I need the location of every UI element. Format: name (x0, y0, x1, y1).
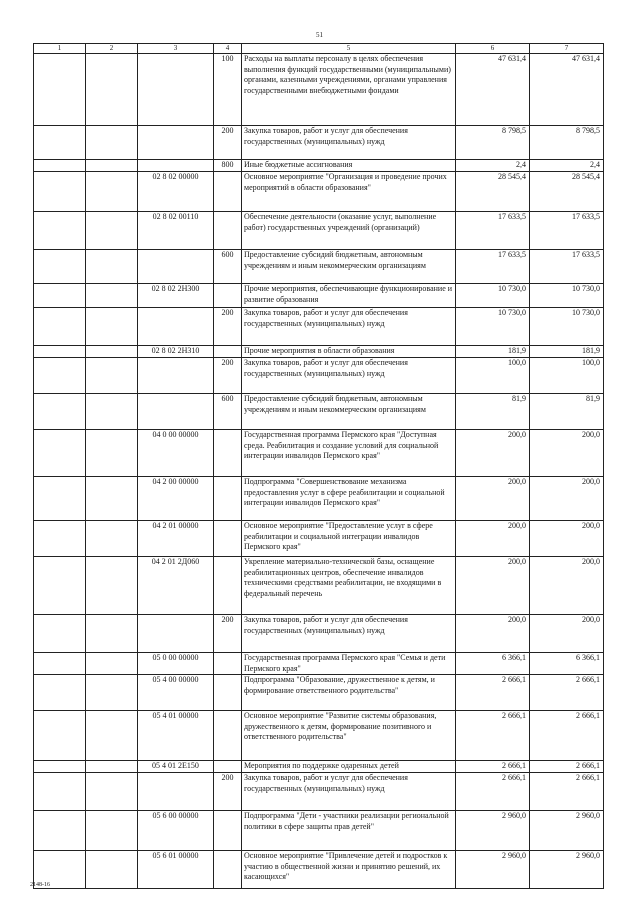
cell-col2 (86, 358, 138, 394)
item-name-cell: Иные бюджетные ассигнования (242, 160, 456, 172)
table-row (34, 394, 604, 430)
item-name-cell: Подпрограмма "Образование, дружественное к детям, и формирование ответственного родительства" (242, 675, 456, 711)
target-code-cell (138, 250, 214, 284)
cell-col2 (86, 250, 138, 284)
amount-col7-cell: 10 730,0 (530, 308, 604, 346)
amount-col7-cell: 17 633,5 (530, 212, 604, 250)
cell-col2 (86, 521, 138, 557)
expense-type-cell: 800 (214, 160, 242, 172)
expense-type-cell: 100 (214, 54, 242, 126)
amount-col6-cell: 200,0 (456, 521, 530, 557)
cell-col1 (34, 212, 86, 250)
table-row (34, 477, 604, 521)
column-number: 4 (214, 44, 242, 54)
cell-col1 (34, 346, 86, 358)
item-name-cell: Подпрограмма "Дети - участники реализации региональной политики в сфере защиты прав детей" (242, 811, 456, 851)
cell-col1 (34, 711, 86, 761)
table-row (34, 126, 604, 160)
cell-col1 (34, 653, 86, 675)
item-name-cell: Закупка товаров, работ и услуг для обеспечения государственных (муниципальных) нужд (242, 126, 456, 160)
cell-col2 (86, 675, 138, 711)
expense-type-cell: 600 (214, 394, 242, 430)
target-code-cell (138, 126, 214, 160)
item-name-cell: Предоставление субсидий бюджетным, автономным учреждениям и иным некоммерческим организациям (242, 394, 456, 430)
amount-col6-cell: 2 960,0 (456, 851, 530, 889)
item-name-cell: Расходы на выплаты персоналу в целях обеспечения выполнения функций государственными (муниципальными) органами, казенными учреждениями, органами управления государственными внебюджетными фондами (242, 54, 456, 126)
cell-col2 (86, 308, 138, 346)
cell-col2 (86, 172, 138, 212)
expense-type-cell (214, 761, 242, 773)
target-code-cell (138, 358, 214, 394)
cell-col2 (86, 711, 138, 761)
amount-col7-cell: 81,9 (530, 394, 604, 430)
amount-col6-cell: 200,0 (456, 477, 530, 521)
item-name-cell: Закупка товаров, работ и услуг для обеспечения государственных (муниципальных) нужд (242, 358, 456, 394)
amount-col6-cell: 181,9 (456, 346, 530, 358)
table-row (34, 284, 604, 308)
cell-col2 (86, 557, 138, 615)
amount-col6-cell: 17 633,5 (456, 250, 530, 284)
amount-col7-cell: 17 633,5 (530, 250, 604, 284)
amount-col6-cell: 2 666,1 (456, 761, 530, 773)
item-name-cell: Мероприятия по поддержке одаренных детей (242, 761, 456, 773)
column-number: 1 (34, 44, 86, 54)
cell-col2 (86, 54, 138, 126)
table-row (34, 54, 604, 126)
expense-type-cell: 200 (214, 615, 242, 653)
expense-type-cell: 200 (214, 773, 242, 811)
target-code-cell: 05 4 00 00000 (138, 675, 214, 711)
amount-col7-cell: 2 666,1 (530, 773, 604, 811)
expense-type-cell (214, 675, 242, 711)
cell-col2 (86, 284, 138, 308)
amount-col6-cell: 10 730,0 (456, 308, 530, 346)
cell-col1 (34, 160, 86, 172)
cell-col1 (34, 308, 86, 346)
table-row (34, 430, 604, 477)
cell-col2 (86, 477, 138, 521)
amount-col6-cell: 6 366,1 (456, 653, 530, 675)
table-row (34, 653, 604, 675)
target-code-cell: 02 8 02 2Н300 (138, 284, 214, 308)
amount-col7-cell: 2 960,0 (530, 851, 604, 889)
table-row (34, 172, 604, 212)
table-row (34, 308, 604, 346)
target-code-cell: 05 6 01 00000 (138, 851, 214, 889)
cell-col2 (86, 811, 138, 851)
target-code-cell (138, 160, 214, 172)
table-row (34, 557, 604, 615)
table-row (34, 773, 604, 811)
expense-type-cell (214, 521, 242, 557)
item-name-cell: Предоставление субсидий бюджетным, автономным учреждениям и иным некоммерческим организациям (242, 250, 456, 284)
item-name-cell: Основное мероприятие "Развитие системы образования, дружественного к детям, формирование позитивного и ответственного родительства" (242, 711, 456, 761)
expense-type-cell (214, 557, 242, 615)
page-number: 51 (316, 31, 323, 39)
amount-col7-cell: 2 666,1 (530, 711, 604, 761)
item-name-cell: Основное мероприятие "Предоставление услуг в сфере реабилитации и социальной интеграции инвалидов Пермского края" (242, 521, 456, 557)
expense-type-cell (214, 284, 242, 308)
amount-col6-cell: 200,0 (456, 430, 530, 477)
amount-col7-cell: 200,0 (530, 477, 604, 521)
amount-col7-cell: 2 666,1 (530, 675, 604, 711)
amount-col6-cell: 2 666,1 (456, 773, 530, 811)
target-code-cell: 02 8 02 00000 (138, 172, 214, 212)
amount-col6-cell: 47 631,4 (456, 54, 530, 126)
target-code-cell (138, 615, 214, 653)
amount-col7-cell: 181,9 (530, 346, 604, 358)
expense-type-cell (214, 172, 242, 212)
cell-col1 (34, 284, 86, 308)
header-row (34, 44, 604, 54)
column-number: 3 (138, 44, 214, 54)
amount-col6-cell: 10 730,0 (456, 284, 530, 308)
cell-col1 (34, 761, 86, 773)
item-name-cell: Государственная программа Пермского края "Доступная среда. Реабилитация и создание условий для социальной интеграции инвалидов Пермского края" (242, 430, 456, 477)
cell-col1 (34, 358, 86, 394)
amount-col6-cell: 17 633,5 (456, 212, 530, 250)
cell-col2 (86, 615, 138, 653)
cell-col1 (34, 675, 86, 711)
table-row (34, 250, 604, 284)
expense-type-cell (214, 212, 242, 250)
column-number: 6 (456, 44, 530, 54)
amount-col7-cell: 200,0 (530, 521, 604, 557)
target-code-cell (138, 394, 214, 430)
expense-type-cell (214, 811, 242, 851)
item-name-cell: Основное мероприятие "Организация и проведение прочих мероприятий в области образования" (242, 172, 456, 212)
expense-type-cell (214, 711, 242, 761)
item-name-cell: Закупка товаров, работ и услуг для обеспечения государственных (муниципальных) нужд (242, 615, 456, 653)
table-row (34, 358, 604, 394)
cell-col1 (34, 773, 86, 811)
cell-col1 (34, 172, 86, 212)
amount-col7-cell: 47 631,4 (530, 54, 604, 126)
item-name-cell: Укрепление материально-технической базы, оснащение реабилитационных центров, обеспечение инвалидов техническими средствами реабилитации, не входящими в федеральный перечень (242, 557, 456, 615)
cell-col1 (34, 250, 86, 284)
table-row (34, 160, 604, 172)
item-name-cell: Закупка товаров, работ и услуг для обеспечения государственных (муниципальных) нужд (242, 308, 456, 346)
expense-type-cell (214, 653, 242, 675)
amount-col6-cell: 100,0 (456, 358, 530, 394)
table-row (34, 521, 604, 557)
target-code-cell: 04 2 00 00000 (138, 477, 214, 521)
budget-table (33, 43, 604, 889)
footer-code: 2148-16 (30, 882, 50, 888)
amount-col6-cell: 2,4 (456, 160, 530, 172)
cell-col1 (34, 811, 86, 851)
cell-col1 (34, 126, 86, 160)
amount-col7-cell: 2 666,1 (530, 761, 604, 773)
amount-col7-cell: 200,0 (530, 615, 604, 653)
expense-type-cell (214, 430, 242, 477)
expense-type-cell (214, 851, 242, 889)
target-code-cell: 05 6 00 00000 (138, 811, 214, 851)
table-row (34, 615, 604, 653)
amount-col7-cell: 100,0 (530, 358, 604, 394)
item-name-cell: Прочие мероприятия, обеспечивающие функционирование и развитие образования (242, 284, 456, 308)
amount-col6-cell: 2 960,0 (456, 811, 530, 851)
amount-col6-cell: 2 666,1 (456, 675, 530, 711)
expense-type-cell: 200 (214, 358, 242, 394)
target-code-cell: 02 8 02 00110 (138, 212, 214, 250)
amount-col7-cell: 200,0 (530, 430, 604, 477)
target-code-cell: 02 8 02 2Н310 (138, 346, 214, 358)
cell-col1 (34, 521, 86, 557)
amount-col7-cell: 8 798,5 (530, 126, 604, 160)
target-code-cell: 05 0 00 00000 (138, 653, 214, 675)
amount-col7-cell: 6 366,1 (530, 653, 604, 675)
item-name-cell: Подпрограмма "Совершенствование механизма предоставления услуг в сфере реабилитации и социальной интеграции инвалидов Пермского края" (242, 477, 456, 521)
cell-col2 (86, 126, 138, 160)
amount-col6-cell: 200,0 (456, 615, 530, 653)
item-name-cell: Основное мероприятие "Привлечение детей и подростков к участию в общественной жизни и принятию решений, их касающихся" (242, 851, 456, 889)
amount-col7-cell: 2,4 (530, 160, 604, 172)
table-row (34, 346, 604, 358)
target-code-cell (138, 773, 214, 811)
column-number: 7 (530, 44, 604, 54)
target-code-cell: 04 0 00 00000 (138, 430, 214, 477)
amount-col6-cell: 2 666,1 (456, 711, 530, 761)
expense-type-cell: 600 (214, 250, 242, 284)
item-name-cell: Государственная программа Пермского края "Семья и дети Пермского края" (242, 653, 456, 675)
cell-col2 (86, 430, 138, 477)
cell-col2 (86, 394, 138, 430)
table-row (34, 711, 604, 761)
cell-col2 (86, 346, 138, 358)
item-name-cell: Закупка товаров, работ и услуг для обеспечения государственных (муниципальных) нужд (242, 773, 456, 811)
expense-type-cell: 200 (214, 308, 242, 346)
cell-col1 (34, 394, 86, 430)
cell-col1 (34, 477, 86, 521)
item-name-cell: Обеспечение деятельности (оказание услуг, выполнение работ) государственных учреждений (организаций) (242, 212, 456, 250)
cell-col1 (34, 54, 86, 126)
table-row (34, 761, 604, 773)
amount-col7-cell: 28 545,4 (530, 172, 604, 212)
target-code-cell: 04 2 01 00000 (138, 521, 214, 557)
target-code-cell: 05 4 01 00000 (138, 711, 214, 761)
amount-col6-cell: 200,0 (456, 557, 530, 615)
expense-type-cell (214, 346, 242, 358)
amount-col6-cell: 81,9 (456, 394, 530, 430)
column-number: 5 (242, 44, 456, 54)
expense-type-cell (214, 477, 242, 521)
table-row (34, 851, 604, 889)
amount-col6-cell: 8 798,5 (456, 126, 530, 160)
cell-col1 (34, 430, 86, 477)
amount-col7-cell: 2 960,0 (530, 811, 604, 851)
table-row (34, 675, 604, 711)
cell-col1 (34, 615, 86, 653)
amount-col7-cell: 10 730,0 (530, 284, 604, 308)
cell-col2 (86, 160, 138, 172)
expense-type-cell: 200 (214, 126, 242, 160)
cell-col2 (86, 851, 138, 889)
cell-col2 (86, 773, 138, 811)
column-number: 2 (86, 44, 138, 54)
target-code-cell (138, 308, 214, 346)
table-row (34, 811, 604, 851)
amount-col6-cell: 28 545,4 (456, 172, 530, 212)
cell-col1 (34, 557, 86, 615)
cell-col2 (86, 212, 138, 250)
target-code-cell: 05 4 01 2Е150 (138, 761, 214, 773)
target-code-cell: 04 2 01 2Д060 (138, 557, 214, 615)
target-code-cell (138, 54, 214, 126)
cell-col2 (86, 653, 138, 675)
item-name-cell: Прочие мероприятия в области образования (242, 346, 456, 358)
amount-col7-cell: 200,0 (530, 557, 604, 615)
table-row (34, 212, 604, 250)
cell-col2 (86, 761, 138, 773)
